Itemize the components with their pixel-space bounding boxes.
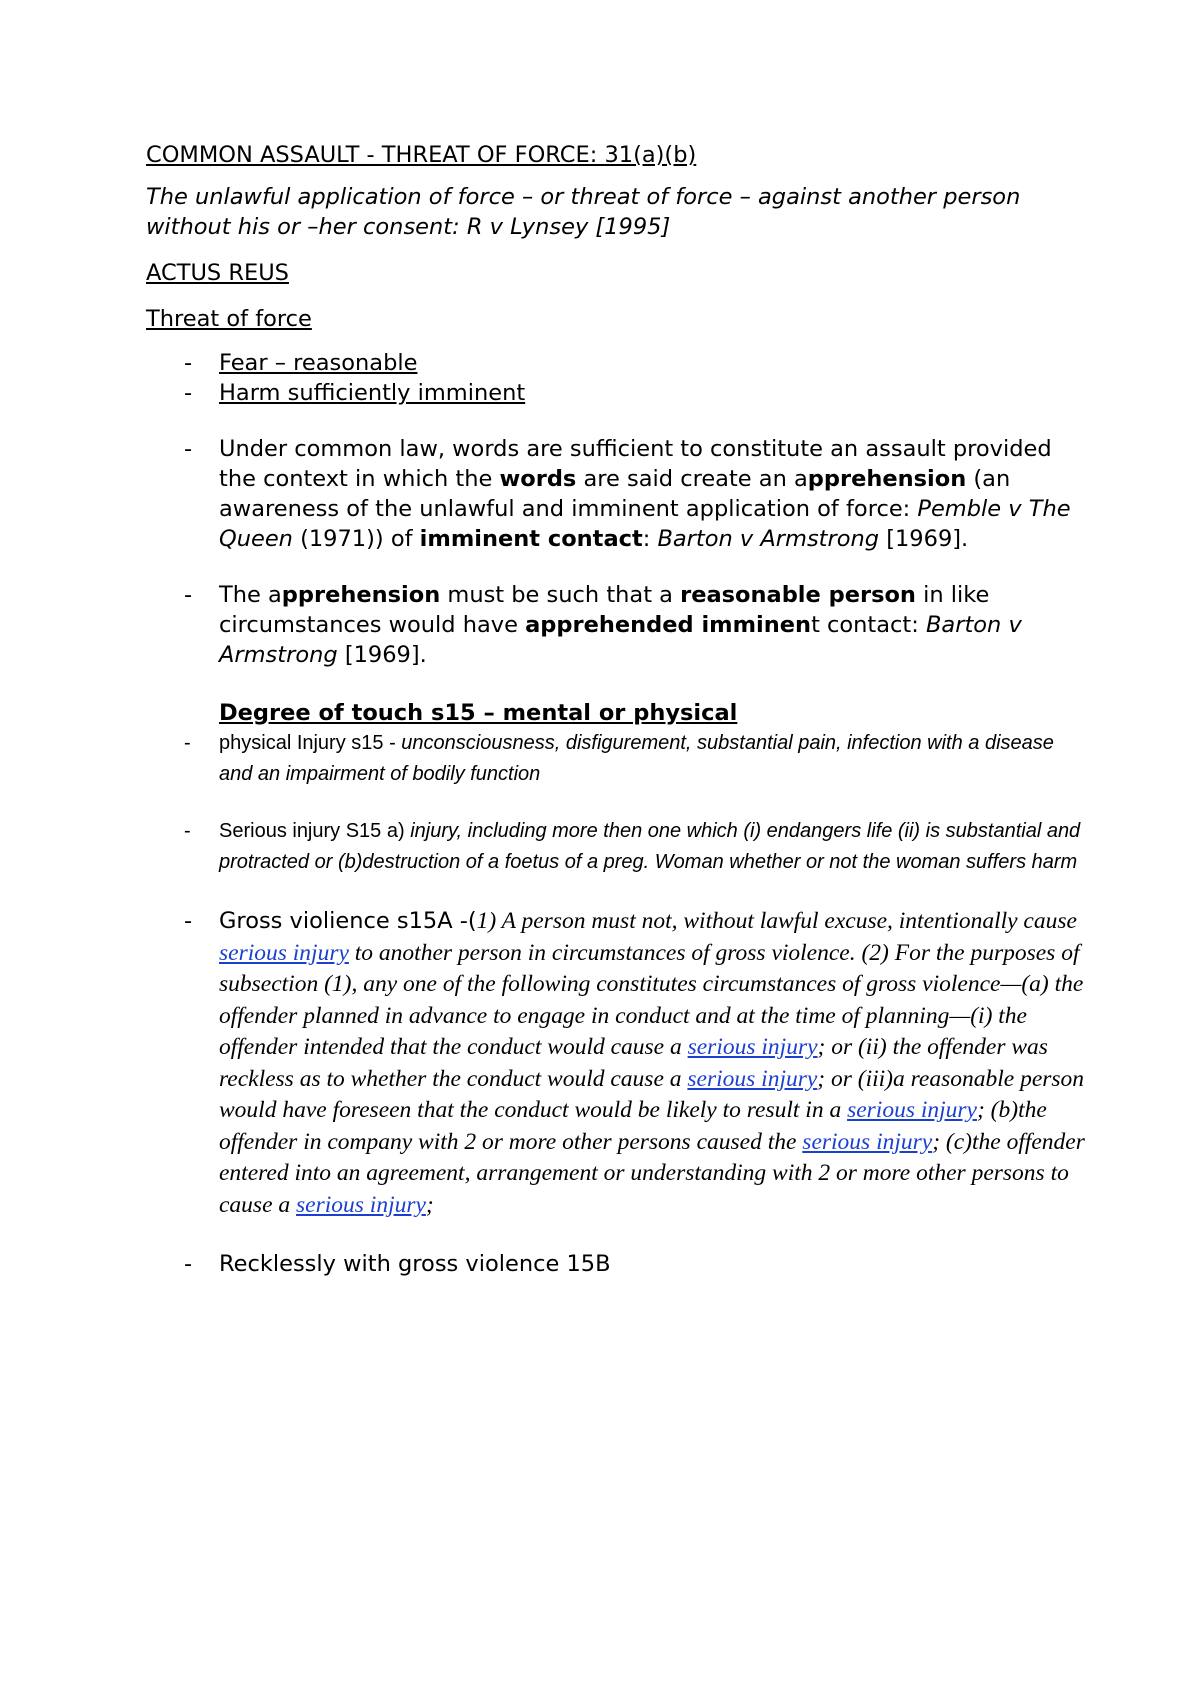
section-title-actus-reus: ACTUS REUS	[146, 260, 289, 286]
serious-injury-label: Serious injury S15 a)	[219, 820, 405, 842]
dash-bullet: -	[184, 908, 193, 934]
common-law-text: (an awareness of the unlawful and imminent application of force:	[219, 466, 1011, 522]
apprehension-text: must be such that a	[440, 582, 681, 608]
serious-injury-link[interactable]: serious injury	[219, 939, 349, 966]
common-law-text: Under common law, words are sufficient to constitute an assault provided the context in which the	[219, 436, 1052, 492]
statute-text: ; (c)the offender entered into an agreement, arrangement or understanding with 2 or more other persons to cause a	[219, 1128, 1085, 1218]
serious-injury-link[interactable]: serious injury	[687, 1065, 818, 1092]
injury-types-list	[146, 728, 1086, 1279]
bold-apprehension: pprehension	[807, 466, 967, 492]
case-citation: Pemble v The Queen	[219, 496, 1071, 552]
statute-text: ; or (iii)a reasonable person would have foreseen that the conduct would be likely to result in a	[219, 1065, 1085, 1123]
serious-injury-definition: injury, including more then one which (i) endangers life (ii) is substantial and protracted or (b)destruction of a foetus of a preg. Woman whether or not the woman suffers harm	[219, 820, 1081, 873]
dash-bullet: -	[184, 350, 193, 376]
list-item-gross-violence	[146, 906, 1086, 1221]
serious-injury-link[interactable]: serious injury	[687, 1034, 818, 1060]
list-item-recklessly	[146, 1249, 1086, 1279]
case-citation: Barton v Armstrong	[219, 612, 1022, 668]
bold-apprehension: pprehension	[281, 582, 441, 608]
bold-apprehended-imminent: apprehended imminen	[525, 612, 812, 638]
common-law-text: (1971)) of	[292, 526, 420, 552]
common-law-text: are said create an a	[576, 466, 808, 492]
list-item-harm	[146, 378, 1086, 408]
statute-text: to another person in circumstances of gross violence. (2) For the purposes of subsection (1), any one of the following constitutes circumstances of gross violence—(a) the offender planned in advance to engage in conduct and at the time of planning—(i) the offender intended that the conduct would cause a	[219, 939, 1084, 1060]
dash-bullet: -	[184, 380, 193, 406]
physical-injury-label: physical Injury s15 -	[219, 732, 396, 754]
bold-imminent-contact: imminent contact	[419, 526, 643, 552]
apprehension-text: [1969].	[337, 642, 427, 668]
serious-injury-link[interactable]: serious injury	[296, 1191, 426, 1218]
definition-paragraph: The unlawful application of force – or threat of force – against another person without his or –her consent: R v Lynsey [1995]	[146, 184, 1021, 240]
dash-bullet: -	[184, 820, 191, 842]
degree-of-touch-heading: Degree of touch s15 – mental or physical	[219, 700, 738, 726]
list-item-serious-injury	[146, 816, 1086, 878]
dash-bullet: -	[184, 582, 193, 608]
serious-injury-link[interactable]: serious injury	[802, 1128, 933, 1155]
bold-reasonable-person: reasonable person	[680, 582, 916, 608]
document-heading: COMMON ASSAULT - THREAT OF FORCE: 31(a)(b)	[146, 142, 697, 168]
common-law-text: [1969].	[879, 526, 969, 552]
threat-elements-list	[146, 348, 1086, 670]
serious-injury-link[interactable]: serious injury	[847, 1097, 977, 1123]
statute-text: ; or (ii) the offender was reckless as to whether the conduct would cause a	[219, 1034, 1048, 1092]
physical-injury-definition: unconsciousness, disfigurement, substantial pain, infection with a disease and an impairment of bodily function	[219, 732, 1054, 785]
dash-bullet: -	[184, 1251, 193, 1277]
list-item-fear	[146, 348, 1086, 378]
statute-text: ;	[425, 1191, 434, 1218]
recklessly-text: Recklessly with gross violence 15B	[219, 1251, 611, 1277]
apprehension-text: The a	[219, 582, 282, 608]
bold-words: words	[499, 466, 577, 492]
case-citation: Barton v Armstrong	[657, 526, 880, 552]
common-law-text: :	[642, 526, 658, 552]
apprehension-text: t contact:	[811, 612, 926, 638]
document-body	[146, 140, 1086, 1279]
apprehension-text: in like circumstances would have	[219, 582, 990, 638]
list-item-apprehension	[146, 580, 1086, 670]
list-item-common-law	[146, 434, 1086, 554]
gross-violence-text	[219, 908, 1085, 1218]
dash-bullet: -	[184, 732, 191, 754]
list-item-physical-injury	[146, 728, 1086, 790]
harm-text: Harm sufficiently imminent	[219, 380, 526, 406]
statute-text: ; (b)the offender in company with 2 or more other persons caused the	[219, 1097, 1047, 1155]
dash-bullet: -	[184, 436, 193, 462]
gross-violence-label: Gross violience s15A -(	[219, 908, 477, 934]
subheading-threat-of-force: Threat of force	[146, 306, 312, 332]
statute-text: 1) A person must not, without lawful excuse, intentionally cause	[476, 908, 1077, 934]
fear-text: Fear – reasonable	[219, 350, 418, 376]
